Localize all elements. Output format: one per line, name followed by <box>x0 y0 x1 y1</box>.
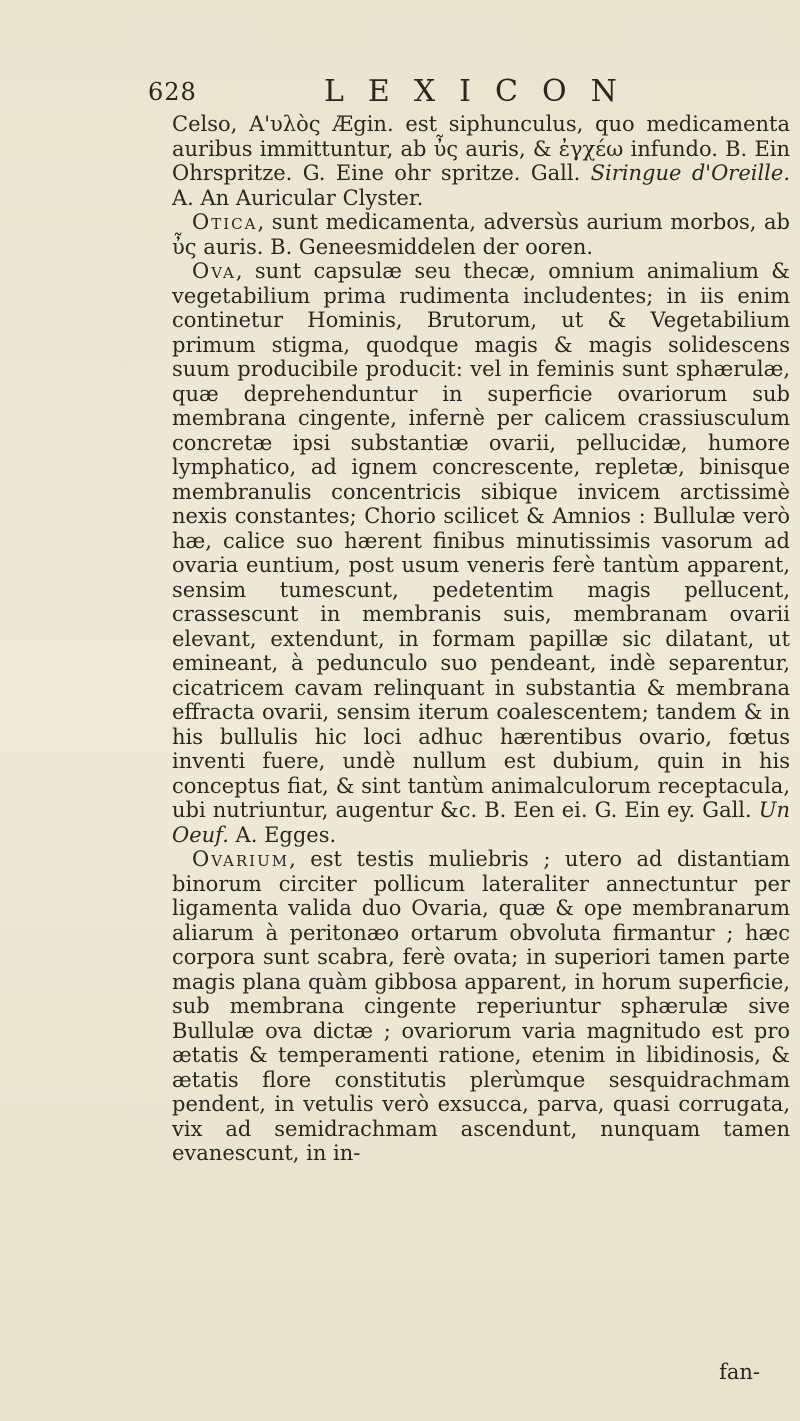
text-run: auris. B. <box>196 234 299 259</box>
text-run: infundo. B. <box>623 136 755 161</box>
text-run: A. An Auricular Clyster. <box>172 185 424 210</box>
body-text <box>172 112 790 1166</box>
catchword: fan- <box>719 1360 760 1384</box>
text-run: , sunt medicamenta, adversùs aurium morbos, ab <box>257 210 790 234</box>
french-term: Siringue d'Oreille. <box>590 161 790 185</box>
headword-ovarium: Ovarium <box>192 847 290 871</box>
french-term: Un Oeuf. <box>172 798 791 847</box>
entry-ova <box>172 259 790 847</box>
text-run: , sunt capsulæ seu thecæ, omnium animalium & vegetabilium prima rudimenta includentes; in iis enim continetur Hominis, Brutorum, ut & Vegetabilium primum stigma, quodque magis & magis solidescens suum producibile producit: vel in feminis sunt sphærulæ, quæ deprehenduntur in superficie ovariorum sub membrana cingente, infernè per calicem crassiusculum concretæ ipsi substantiæ ovarii, pellucidæ, humore lymphatico, ad ignem concrescente, repletæ, binisque membranulis concentricis sibique invicem arctissimè nexis constantes; Chorio scilicet & Amnios : Bullulæ verò hæ, calice suo hærent finibus minutissimis vasorum ad ovaria euntium, post usum veneris ferè tantùm apparent, sensim tumescunt, pedetentim magis pellucent, crassescunt in membranis suis, membranam ovarii elevant, extendunt, in formam papillæ sic dilatant, ut emineant, à pedunculo suo pendeant, indè separentur, cicatricem cavam relinquant in substantia & membrana effracta ovarii, sensim iterum coalescentem; tandem & in his bullulis hic loci adhuc hærentibus ovario, fœtus inventi fuere, undè nullum est dubium, quin in his conceptus fiat, & sint tantùm animalculorum receptacula, ubi nutriuntur, augentur &c. B. <box>172 259 790 822</box>
text-run: Ægin. est siphunculus, quo medicamenta auribus immittuntur, ab <box>172 112 791 161</box>
text-run: G. Eine ohr spritze. Gall. <box>292 161 591 185</box>
page-header <box>148 74 798 114</box>
dutch-term: Geneesmiddelen der ooren. <box>298 234 594 259</box>
headword-otica: Otica <box>192 210 258 234</box>
text-run: A. Egges. <box>228 822 337 847</box>
dutch-term: Een ei. <box>513 798 588 822</box>
text-run: , est testis muliebris ; utero ad distantiam binorum circiter pollicum lateraliter annectuntur per ligamenta valida duo Ovaria, quæ & ope membranarum aliarum à peritonæo ortarum obvoluta firmantur ; hæc corpora sunt scabra, ferè ovata; in superiori tamen parte magis plana quàm gibbosa apparent, in horum superficie, sub membrana cingente reperiuntur sphærulæ sive Bullulæ ova dictæ ; ovariorum varia magnitudo est pro ætatis & temperamenti ratione, etenim in libidinosis, & ætatis flore constitutis plerùmque sesquidrachmam pendent, in vetulis verò exsucca, parva, quasi corrugata, vix ad semidrachmam ascendunt, nunquam tamen evanescunt, in in- <box>172 847 790 1165</box>
entry-ovarium <box>172 847 790 1166</box>
text-run: Celso, <box>172 112 250 136</box>
entry-otica <box>172 210 790 259</box>
text-run: auris, & <box>458 136 559 161</box>
text-run: G. Ein ey. Gall. <box>587 798 759 822</box>
running-head: LEXICON <box>324 74 641 109</box>
dutch-term: Ein Ohrspritze. <box>172 136 791 185</box>
greek-term: ἐγχέω <box>558 136 624 161</box>
greek-term: ὖς <box>433 136 459 161</box>
page-number: 628 <box>148 78 197 106</box>
greek-term: ὖς <box>172 234 197 259</box>
headword-ova: Ova <box>192 259 236 283</box>
greek-term: A'υλὸς <box>249 112 321 136</box>
entry-otenchytes-continuation <box>172 112 790 210</box>
